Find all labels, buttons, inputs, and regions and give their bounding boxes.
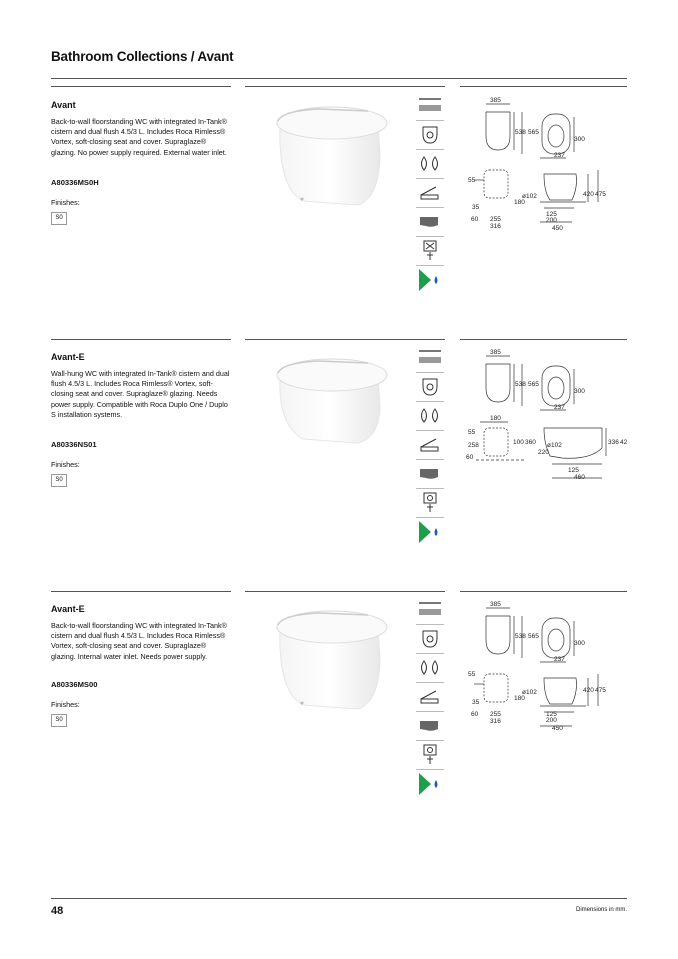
- product-photo: [258, 93, 408, 208]
- dim-label: ø102: [522, 193, 537, 200]
- dim-label: 60: [471, 711, 479, 718]
- back-to-wall-icon: [416, 208, 444, 237]
- dim-label: 538: [515, 633, 526, 640]
- dim-label: 55: [468, 671, 476, 678]
- dim-label: ø102: [522, 689, 537, 696]
- section-rule: [245, 339, 445, 340]
- water-saving-icon: [416, 518, 444, 546]
- page-title: Bathroom Collections / Avant: [51, 49, 234, 64]
- dim-label: 420: [583, 687, 594, 694]
- product-code: A80336MS00: [51, 680, 98, 689]
- feature-icons: [416, 344, 444, 546]
- product-code: A80336NS01: [51, 440, 97, 449]
- technical-drawing: [462, 596, 630, 736]
- dim-label: 237: [554, 404, 565, 411]
- dim-label: 450: [552, 225, 563, 232]
- finishes-label: Finishes:: [51, 198, 80, 207]
- section-rule: [460, 339, 627, 340]
- dim-label: 385: [490, 349, 501, 356]
- rimless-vortex-icon: [416, 121, 444, 150]
- section-rule: [51, 339, 231, 340]
- dim-label: 300: [574, 388, 585, 395]
- product-name: Avant: [51, 100, 76, 110]
- rimless-vortex-icon: [416, 625, 444, 654]
- dim-label: 55: [468, 429, 476, 436]
- dual-flush-icon: [416, 654, 444, 683]
- power-supply-icon: [416, 237, 444, 266]
- dim-label: ø102: [547, 442, 562, 449]
- dim-label: 420: [583, 191, 594, 198]
- finish-chip[interactable]: S0: [51, 212, 67, 225]
- water-saving-icon: [416, 770, 444, 798]
- header-rule: [51, 78, 627, 79]
- feature-icons: [416, 92, 444, 294]
- product-description: Back-to-wall floorstanding WC with integrated In-Tank® cistern and dual flush 4.5/3 L. Includes Roca Rimless® Vortex, soft-closing seat and cover. Supraglaze® glazing. No power supply required. External water inlet.: [51, 117, 227, 157]
- dim-label: 180: [490, 415, 501, 422]
- dimensions-note: Dimensions in mm.: [575, 907, 627, 913]
- dim-label: 60: [471, 216, 479, 223]
- dim-label: 565: [528, 633, 539, 640]
- dim-label: 316: [490, 718, 501, 725]
- dim-label: 237: [554, 656, 565, 663]
- finishes-label: Finishes:: [51, 460, 80, 469]
- dim-label: 316: [490, 223, 501, 230]
- dim-label: 42: [620, 439, 628, 446]
- soft-close-seat-icon: [416, 179, 444, 208]
- finish-chip[interactable]: S0: [51, 474, 67, 487]
- dim-label: 258: [468, 442, 479, 449]
- dim-label: 385: [490, 601, 501, 608]
- section-rule: [245, 86, 445, 87]
- dim-label: 300: [574, 640, 585, 647]
- supraglaze-icon: [416, 344, 444, 373]
- section-rule: [51, 86, 231, 87]
- supraglaze-icon: [416, 92, 444, 121]
- product-photo: [258, 597, 408, 712]
- dim-label: 255: [490, 711, 501, 718]
- product-section: [0, 90, 678, 340]
- dim-label: 220: [538, 449, 549, 456]
- dim-label: 125: [546, 711, 557, 718]
- product-section: [0, 594, 678, 844]
- dim-label: 35: [472, 204, 480, 211]
- technical-drawing: [462, 92, 630, 232]
- dim-label: 125: [568, 467, 579, 474]
- product-section: [0, 342, 678, 592]
- product-photo: [258, 345, 408, 460]
- dim-label: 385: [490, 97, 501, 104]
- dual-flush-icon: [416, 150, 444, 179]
- dim-label: 450: [552, 725, 563, 732]
- power-supply-icon: [416, 741, 444, 770]
- rimless-vortex-icon: [416, 373, 444, 402]
- dual-flush-icon: [416, 402, 444, 431]
- dim-label: 336: [608, 439, 619, 446]
- dim-label: 360: [525, 439, 536, 446]
- dim-label: 200: [546, 717, 557, 724]
- soft-close-seat-icon: [416, 683, 444, 712]
- product-description: Wall-hung WC with integrated In-Tank® cistern and dual flush 4.5/3 L. Includes Roca Rimless® Vortex, soft-closing seat and cover. Supraglaze® glazing. Needs power supply. Compatible with Roca Duplo One / Duplo S installation systems.: [51, 369, 230, 419]
- dim-label: 180: [514, 695, 525, 702]
- dim-label: 300: [574, 136, 585, 143]
- dim-label: 35: [472, 699, 480, 706]
- water-saving-icon: [416, 266, 444, 294]
- section-rule: [460, 591, 627, 592]
- dim-label: 538: [515, 381, 526, 388]
- dim-label: 538: [515, 129, 526, 136]
- section-rule: [51, 591, 231, 592]
- technical-drawing: [462, 344, 630, 484]
- power-supply-icon: [416, 489, 444, 518]
- section-rule: [460, 86, 627, 87]
- dim-label: 565: [528, 129, 539, 136]
- product-description: Back-to-wall floorstanding WC with integrated In-Tank® cistern and dual flush 4.5/3 L. Includes Roca Rimless® Vortex, soft-closing seat and cover. Supraglaze® glazing. Internal water inlet. Needs power supply.: [51, 621, 227, 661]
- product-code: A80336MS0H: [51, 178, 99, 187]
- dim-label: 180: [514, 199, 525, 206]
- dim-label: 475: [595, 191, 606, 198]
- section-rule: [245, 591, 445, 592]
- dim-label: 475: [595, 687, 606, 694]
- dim-label: 125: [546, 211, 557, 218]
- soft-close-seat-icon: [416, 431, 444, 460]
- dim-label: 237: [554, 152, 565, 159]
- product-name: Avant-E: [51, 352, 85, 362]
- dim-label: 255: [490, 216, 501, 223]
- supraglaze-icon: [416, 596, 444, 625]
- finishes-label: Finishes:: [51, 700, 80, 709]
- page-number: 48: [51, 905, 64, 917]
- dim-label: 60: [466, 454, 474, 461]
- back-to-wall-icon: [416, 712, 444, 741]
- back-to-wall-icon: [416, 460, 444, 489]
- dim-label: 55: [468, 177, 476, 184]
- dim-label: 100: [513, 439, 524, 446]
- feature-icons: [416, 596, 444, 798]
- dim-label: 460: [574, 474, 585, 481]
- finish-chip[interactable]: S0: [51, 714, 67, 727]
- dim-label: 565: [528, 381, 539, 388]
- dim-label: 200: [546, 217, 557, 224]
- footer-rule: [51, 898, 627, 899]
- product-name: Avant-E: [51, 604, 85, 614]
